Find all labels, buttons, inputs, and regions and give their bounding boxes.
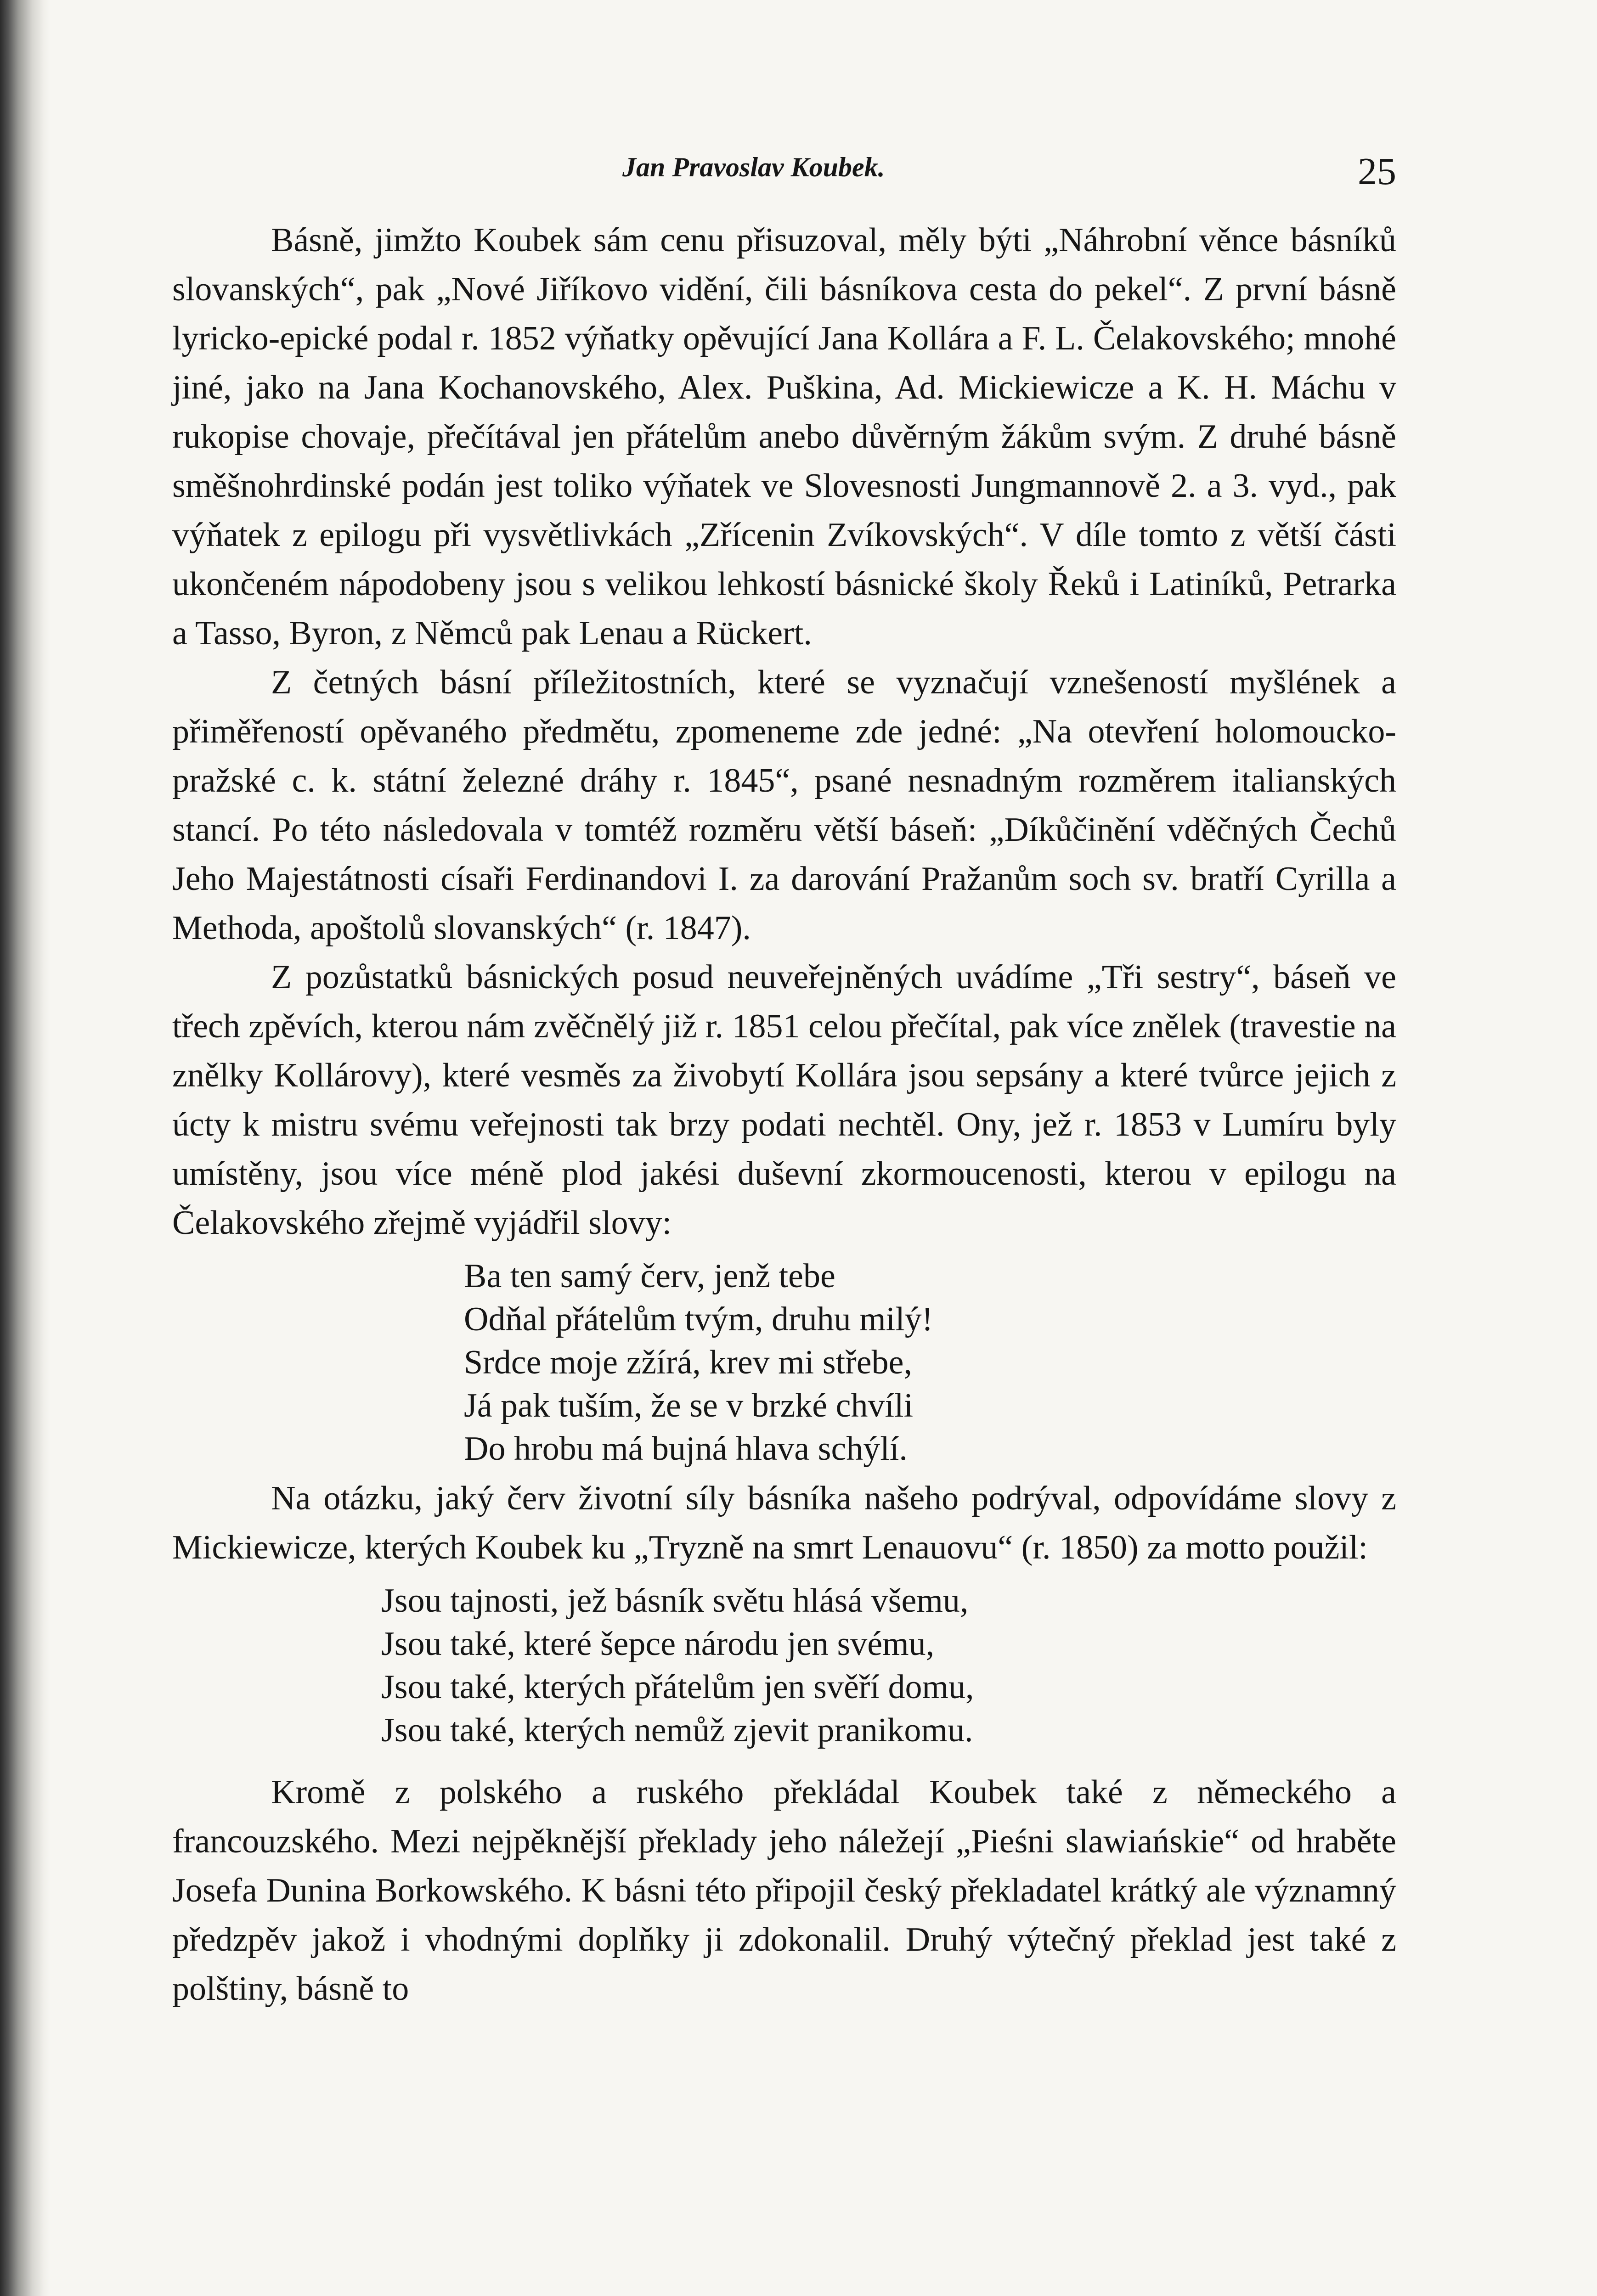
page-header [172, 152, 1396, 216]
verse-line: Ba ten samý červ, jenž tebe [464, 1257, 835, 1295]
verse-line: Srdce moje zžírá, krev mi střebe, [464, 1344, 912, 1381]
page-number: 25 [1358, 150, 1396, 193]
paragraph-4: Na otázku, jaký červ životní síly básníka našeho podrýval, odpovídáme slovy z Mickiewicze, kterých Koubek ku „Tryzně na smrt Lenauovu“ (r. 1850) za motto použil: [172, 1480, 1396, 1566]
verse-quote-2 [381, 1579, 1396, 1752]
paragraph-5: Kromě z polského a ruského překládal Koubek také z německého a francouzského. Mezi nejpěknější překlady jeho náležejí „Pieśni slawiańskie“ od hraběte Josefa Dunina Borkowského. K básni této připojil český překladatel krátký ale významný předzpěv jakož i vhodnými doplňky ji zdokonalil. Druhý výtečný překlad jest také z polštiny, básně to [172, 1773, 1396, 2008]
verse-line: Do hrobu má bujná hlava schýlí. [464, 1430, 908, 1468]
verse-quote-1 [464, 1255, 1396, 1470]
verse-line: Já pak tuším, že se v brzké chvíli [464, 1387, 914, 1424]
paragraph-3: Z pozůstatků básnických posud neuveřejněných uvádíme „Tři sestry“, báseň ve třech zpěvích, kterou nám zvěčnělý již r. 1851 celou přečítal, pak více znělek (travestie na znělky Kollárovy), které vesměs za živobytí Kollára jsou sepsány a které tvůrce jejich z úcty k mistru svému veřejnosti tak brzy podati nechtěl. Ony, jež r. 1853 v Lumíru byly umístěny, jsou více méně plod jakési duševní zkormoucenosti, kterou v epilogu na Čelakovského zřejmě vyjádřil slovy: [172, 958, 1396, 1242]
paragraph-1: Básně, jimžto Koubek sám cenu přisuzoval, měly býti „Náhrobní věnce básníků slovanských“, pak „Nové Jiříkovo vidění, čili básníkova cesta do pekel“. Z první básně lyricko-epické podal r. 1852 výňatky opěvující Jana Kollára a F. L. Čelakovského; mnohé jiné, jako na Jana Kochanovského, Alex. Puškina, Ad. Mickiewicze a K. H. Máchu v rukopise chovaje, přečítával jen přátelům anebo důvěrným žákům svým. Z druhé básně směšnohrdinské podán jest toliko výňatek ve Slovesnosti Jungmannově 2. a 3. vyd., pak výňatek z epilogu při vysvětlivkách „Zřícenin Zvíkovských“. V díle tomto z větší části ukončeném nápodobeny jsou s velikou lehkostí básnické školy Řeků i Latiníků, Petrarka a Tasso, Byron, z Němců pak Lenau a Rückert. [172, 221, 1396, 652]
verse-line: Jsou také, které šepce národu jen svému, [381, 1625, 935, 1663]
running-title: Jan Pravoslav Koubek. [622, 152, 885, 182]
verse-line: Jsou také, kterých přátelům jen svěří domu, [381, 1668, 974, 1706]
verse-line: Odňal přátelům tvým, druhu milý! [464, 1300, 933, 1338]
book-page [172, 152, 1396, 2014]
verse-line: Jsou tajnosti, jež básník světu hlásá všemu, [381, 1582, 969, 1620]
binding-shadow [0, 0, 51, 2296]
verse-line: Jsou také, kterých nemůž zjevit pranikomu. [381, 1711, 973, 1749]
paragraph-2: Z četných básní příležitostních, které se vyznačují vznešeností myšlének a přiměřeností opěvaného předmětu, zpomeneme zde jedné: „Na otevření holomoucko-pražské c. k. státní železné dráhy r. 1845“, psané nesnadným rozměrem italianských stancí. Po této následovala v tomtéž rozměru větší báseň: „Díkůčinění vděčných Čechů Jeho Majestátnosti císaři Ferdinandovi I. za darování Pražanům soch sv. bratří Cyrilla a Methoda, apoštolů slovanských“ (r. 1847). [172, 664, 1396, 947]
